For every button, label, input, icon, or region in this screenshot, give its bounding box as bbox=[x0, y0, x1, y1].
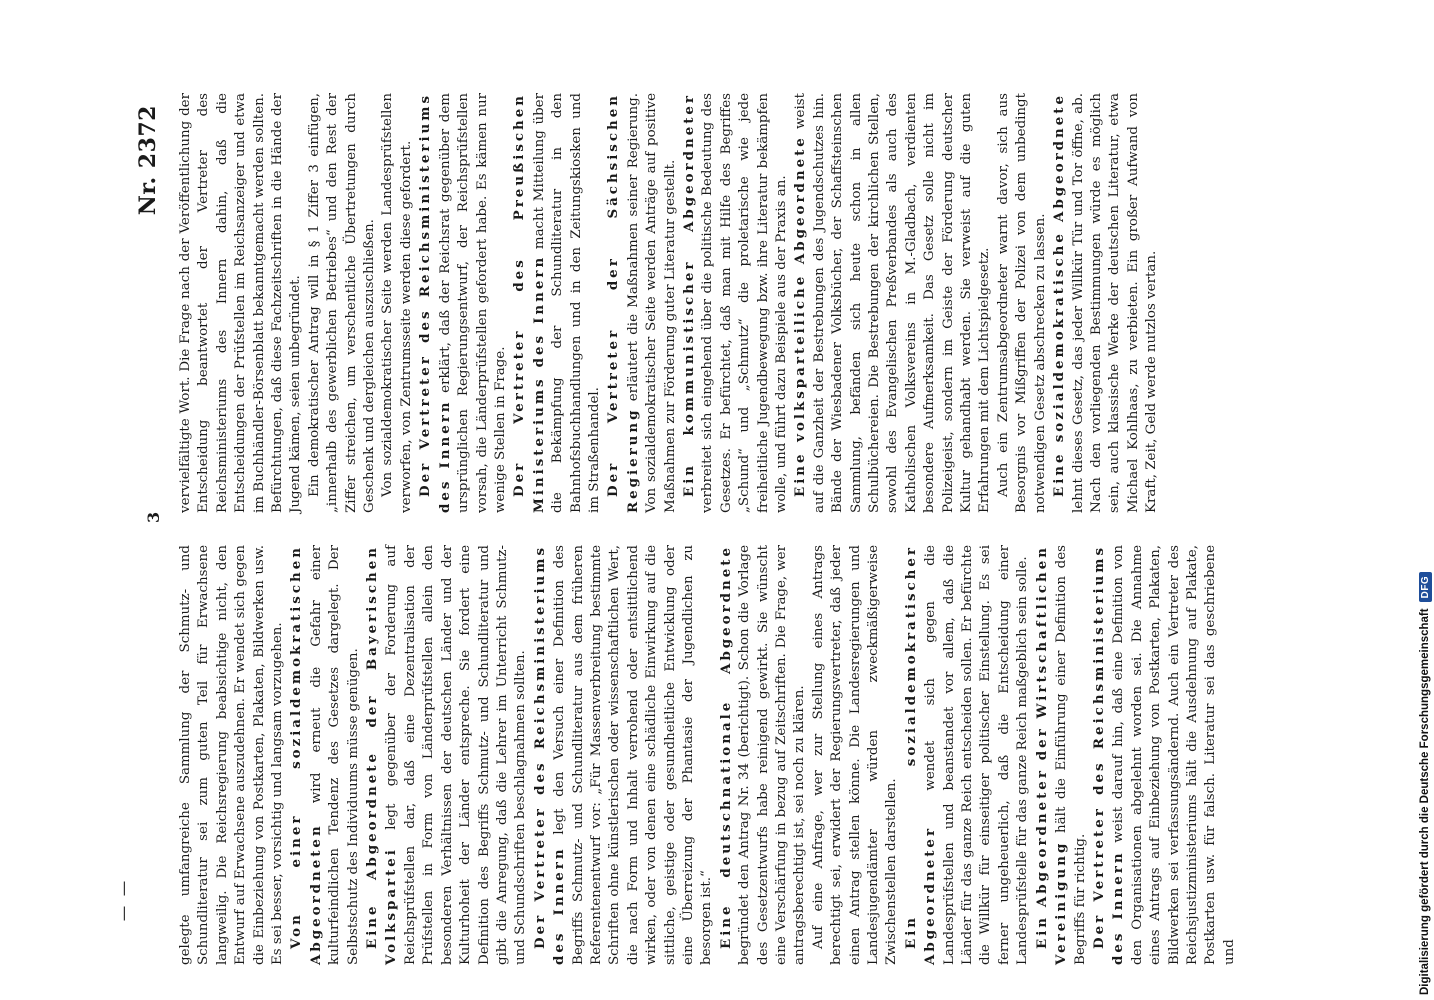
paragraph-text: wendet sich gegen die Landesprüfstellen und beanstandet vor allem, daß die Länder für das ganze Reich entscheiden sollen. Er befürchte die Willkür für einseitiger politischer Einstellung. Es sei ferner ungeheuerlich, daß die Entscheidung einer Landesprüfstelle für das ganze Reich maßgeblich sein solle. bbox=[923, 545, 1031, 965]
speaker-lead: Der Vertreter des Reichsministeriums des Innern bbox=[417, 93, 453, 513]
paragraph bbox=[177, 545, 287, 965]
paragraph bbox=[531, 545, 717, 965]
paragraph-text: macht Mitteilung über die Bekämpfung der Schundliteratur in den Bahnhofsbuchhandlungen und in den Zeitungskiosken und im Straßenhandel. bbox=[531, 93, 602, 513]
paragraph-text: vervielfältigte Wort. Die Frage nach der Veröffentlichung der Entscheidung beantwortet der Vertreter des Reichsministeriums des Innern dahin, daß die Entscheidungen der Prüfstellen im Reichsanzeiger und etwa im Buchhändler-Börsenblatt bekanntgemacht werden sollten. Befürchtungen, daß diese Fachzeitschriften in die Hände der Jugend kämen, seien unbegründet. bbox=[178, 93, 304, 513]
paragraph-text: weist darauf hin, daß eine Definition von den Organisationen abgelehnt worden sei. Die Annahme eines Antrags auf Einbeziehung von Postkarten, Plakaten, Bildwerken sei verfassungsändernd. Auch ein Vertreter des Reichsjustizministeriums hält die Ausdehnung auf Plakate, Postkarten usw. für falsch. Literatur sei das geschriebene und bbox=[1111, 545, 1237, 965]
paragraph bbox=[995, 93, 1050, 513]
paragraph-text: hält die Einführung einer Definition des Begriffs für richtig. bbox=[1054, 545, 1088, 965]
paragraph-text: weist auf die Ganzheit der Bestrebungen des Jugendschutzes hin. Bände der Wiesbadener Volksbücher, der Schaffsteinschen Sammlung, befänden sich heute schon in allen Schulbüchereien. Die Bestrebungen der kirchlichen Stellen, sowohl des Evangelischen Preßverbandes als auch des Katholischen Volksvereins in M.-Gladbach, verdienten besondere Aufmerksamkeit. Das Gesetz solle nicht im Polizeigeist, sondern im Geiste der Förderung deutscher Kultur gehandhabt werden. Sie verweist auf die guten Erfahrungen mit dem Lichtspielgesetz. bbox=[793, 93, 993, 513]
paragraph-text: lehnt dieses Gesetz, das jeder Willkür Tür und Tor öffne, ab. Nach den vorliegenden Bestimmungen würde es möglich sein, auch klassische Werke der deutschen Literatur, etwa Michael Kohlhaas, zu verbieten. Ein großer Aufwand von Kraft, Zeit, Geld werde nutzlos vertan. bbox=[1070, 93, 1160, 513]
speaker-lead: Von einer sozialdemokratischen Abgeordneten bbox=[288, 545, 324, 965]
margin-mark: | bbox=[122, 905, 127, 921]
paragraph bbox=[287, 545, 363, 965]
page-number: 3 bbox=[144, 511, 163, 523]
paragraph-text: legt den Versuch einer Definition des Begriffs Schmutz- und Schundliteratur aus dem früheren Referentenentwurf vor: „Für Massenverbreitung bestimmte Schriften ohne künstlerischen oder wissenschaftlichen Wert, die nach Form und Inhalt verrohend oder entsittlichend wirken, oder von denen eine schädliche Einwirkung auf die sittliche, geistige oder gesundheitliche Entwicklung oder eine Überreizung der Phantasie der Jugendlichen zu besorgen ist.“ bbox=[552, 545, 715, 965]
paragraph bbox=[680, 93, 791, 513]
paragraph bbox=[510, 93, 604, 513]
paragraph bbox=[1090, 545, 1239, 965]
paragraph-text: erklärt, daß der Reichsrat gegenüber dem ursprünglichen Regierungsentwurf, der Reichsprüfstellen vorsah, die Länderprüfstellen gefordert habe. Es kämen nur wenige Stellen in Frage. bbox=[437, 93, 508, 513]
paragraph bbox=[1050, 93, 1161, 513]
paragraph bbox=[902, 545, 1033, 965]
speaker-lead: Eine sozialdemokratische Abgeordnete bbox=[1051, 93, 1068, 497]
speaker-lead: Der Vertreter des Preußischen Ministeriums des Innern bbox=[511, 93, 547, 513]
paragraph bbox=[717, 545, 810, 965]
paragraph bbox=[306, 93, 380, 513]
left-text-column bbox=[177, 545, 1239, 965]
paragraph-text: Von sozialdemokratischer Seite werden Landesprüfstellen verworfen, von Zentrumsseite werden diese gefordert. bbox=[380, 93, 414, 513]
speaker-lead: Der Vertreter des Reichsministeriums des Innern bbox=[1090, 545, 1127, 965]
paragraph bbox=[810, 545, 902, 965]
issue-number: Nr. 2372 bbox=[135, 105, 161, 216]
paragraph bbox=[363, 545, 531, 965]
speaker-lead: Eine deutschnationale Abgeordnete bbox=[717, 545, 734, 949]
dfg-logo-icon: DFG bbox=[1419, 572, 1432, 603]
paragraph bbox=[416, 93, 510, 513]
paragraph-text: begründet den Antrag Nr. 34 (berichtigt). Schon die Vorlage des Gesetzentwurfs habe reinigend gewirkt. Sie wünscht eine Verschärfung in bezug auf Zeitschriften. Die Frage, wer antragsberechtigt ist, sei noch zu klären. bbox=[737, 545, 808, 965]
margin-mark: | bbox=[122, 880, 127, 896]
speaker-lead: Ein sozialdemokratischer Abgeordneter bbox=[902, 545, 939, 965]
speaker-lead: Eine Abgeordnete der Bayerischen Volkspartei bbox=[364, 545, 400, 965]
speaker-lead: Eine volksparteiliche Abgeordnete bbox=[792, 135, 809, 497]
paragraph-text: wird erneut die Gefahr einer kulturfeindlichen Tendenz des Gesetzes dargelegt. Der Selbstschutz des Individuums müsse genügen. bbox=[308, 545, 361, 965]
paragraph-text: legt gegenüber der Forderung auf Reichsprüfstellen dar, daß eine Dezentralisation der Prüfstellen in Form von Länderprüfstellen allein den besonderen Verhältnissen der deutschen Länder und der Kulturhoheit der Länder entspreche. Sie fordert eine Definition des Begriffs Schmutz- und Schundliteratur und gibt die Anregung, daß die Lehrer im Unterricht Schmutz- und Schundschriften beschlagnahmen sollten. bbox=[384, 545, 529, 965]
paragraph-text: gelegte umfangreiche Sammlung der Schmutz- und Schundliteratur sei zum guten Teil für Erwachsene langweilig. Die Reichsregierung beabsichtige nicht, den Entwurf auf Erwachsene auszudehnen. Er wendet sich gegen die Einbeziehung von Postkarten, Plakaten, Bildwerken usw. Es sei besser, vorsichtig und langsam vorzugehen. bbox=[178, 545, 286, 965]
speaker-lead: Ein Abgeordneter der Wirtschaftlichen Vereinigung bbox=[1033, 545, 1070, 965]
paragraph-text: Ein demokratischer Antrag will in § 1 Ziffer 3 einfügen, „innerhalb des gewerblichen Betriebes“ und den Rest der Ziffer streichen, um verschentliche Übertretungen durch Geschenk und dergleichen auszuschließen. bbox=[306, 93, 378, 513]
digitization-credit-text: Digitalisierung gefördert durch die Deutsche Forschungsgemeinschaft bbox=[1419, 608, 1431, 995]
paragraph-text: Auch ein Zentrumsabgeordneter warnt davor, sich aus Besorgnis vor Mißgriffen der Polizei von dem unbedingt notwendigen Gesetz abschrecken zu lassen. bbox=[995, 93, 1048, 513]
right-text-column bbox=[177, 93, 1162, 513]
rotated-document-page bbox=[135, 95, 1310, 965]
paragraph bbox=[177, 93, 306, 513]
paragraph bbox=[604, 93, 680, 513]
paragraph bbox=[379, 93, 416, 513]
paragraph-text: Auf eine Anfrage, wer zur Stellung eines Antrags berechtigt sei, erwidert der Regierungsvertreter, daß jeder einen Antrag stellen könne. Die Landesregierungen und Landesjugendämter würden zweckmäßigerweise Zwischenstellen darstellen. bbox=[810, 545, 900, 965]
paragraph bbox=[1033, 545, 1090, 965]
speaker-lead: Der Vertreter der Sächsischen Regierung bbox=[605, 93, 641, 513]
speaker-lead: Ein kommunistischer Abgeordneter bbox=[680, 93, 697, 497]
page-header bbox=[135, 95, 175, 965]
paragraph-text: verbreitet sich eingehend über die politische Bedeutung des Gesetzes. Er befürchtet, daß man mit Hilfe des Begriffes „Schund“ und „Schmutz“ die proletarische wie jede freiheitliche Jugendbewegung bzw. ihre Literatur bekämpfen wolle, und führt dazu Beispiele aus der Praxis an. bbox=[700, 93, 789, 513]
speaker-lead: Der Vertreter des Reichsministeriums des Innern bbox=[531, 545, 568, 965]
paragraph bbox=[791, 93, 994, 513]
paragraph-text: erläutert die Maßnahmen seiner Regierung. Von sozialdemokratischer Seite werden Anträge auf positive Maßnahmen zur Förderung guter Literatur gestellt. bbox=[625, 93, 678, 513]
digitization-credit bbox=[1416, 5, 1434, 995]
